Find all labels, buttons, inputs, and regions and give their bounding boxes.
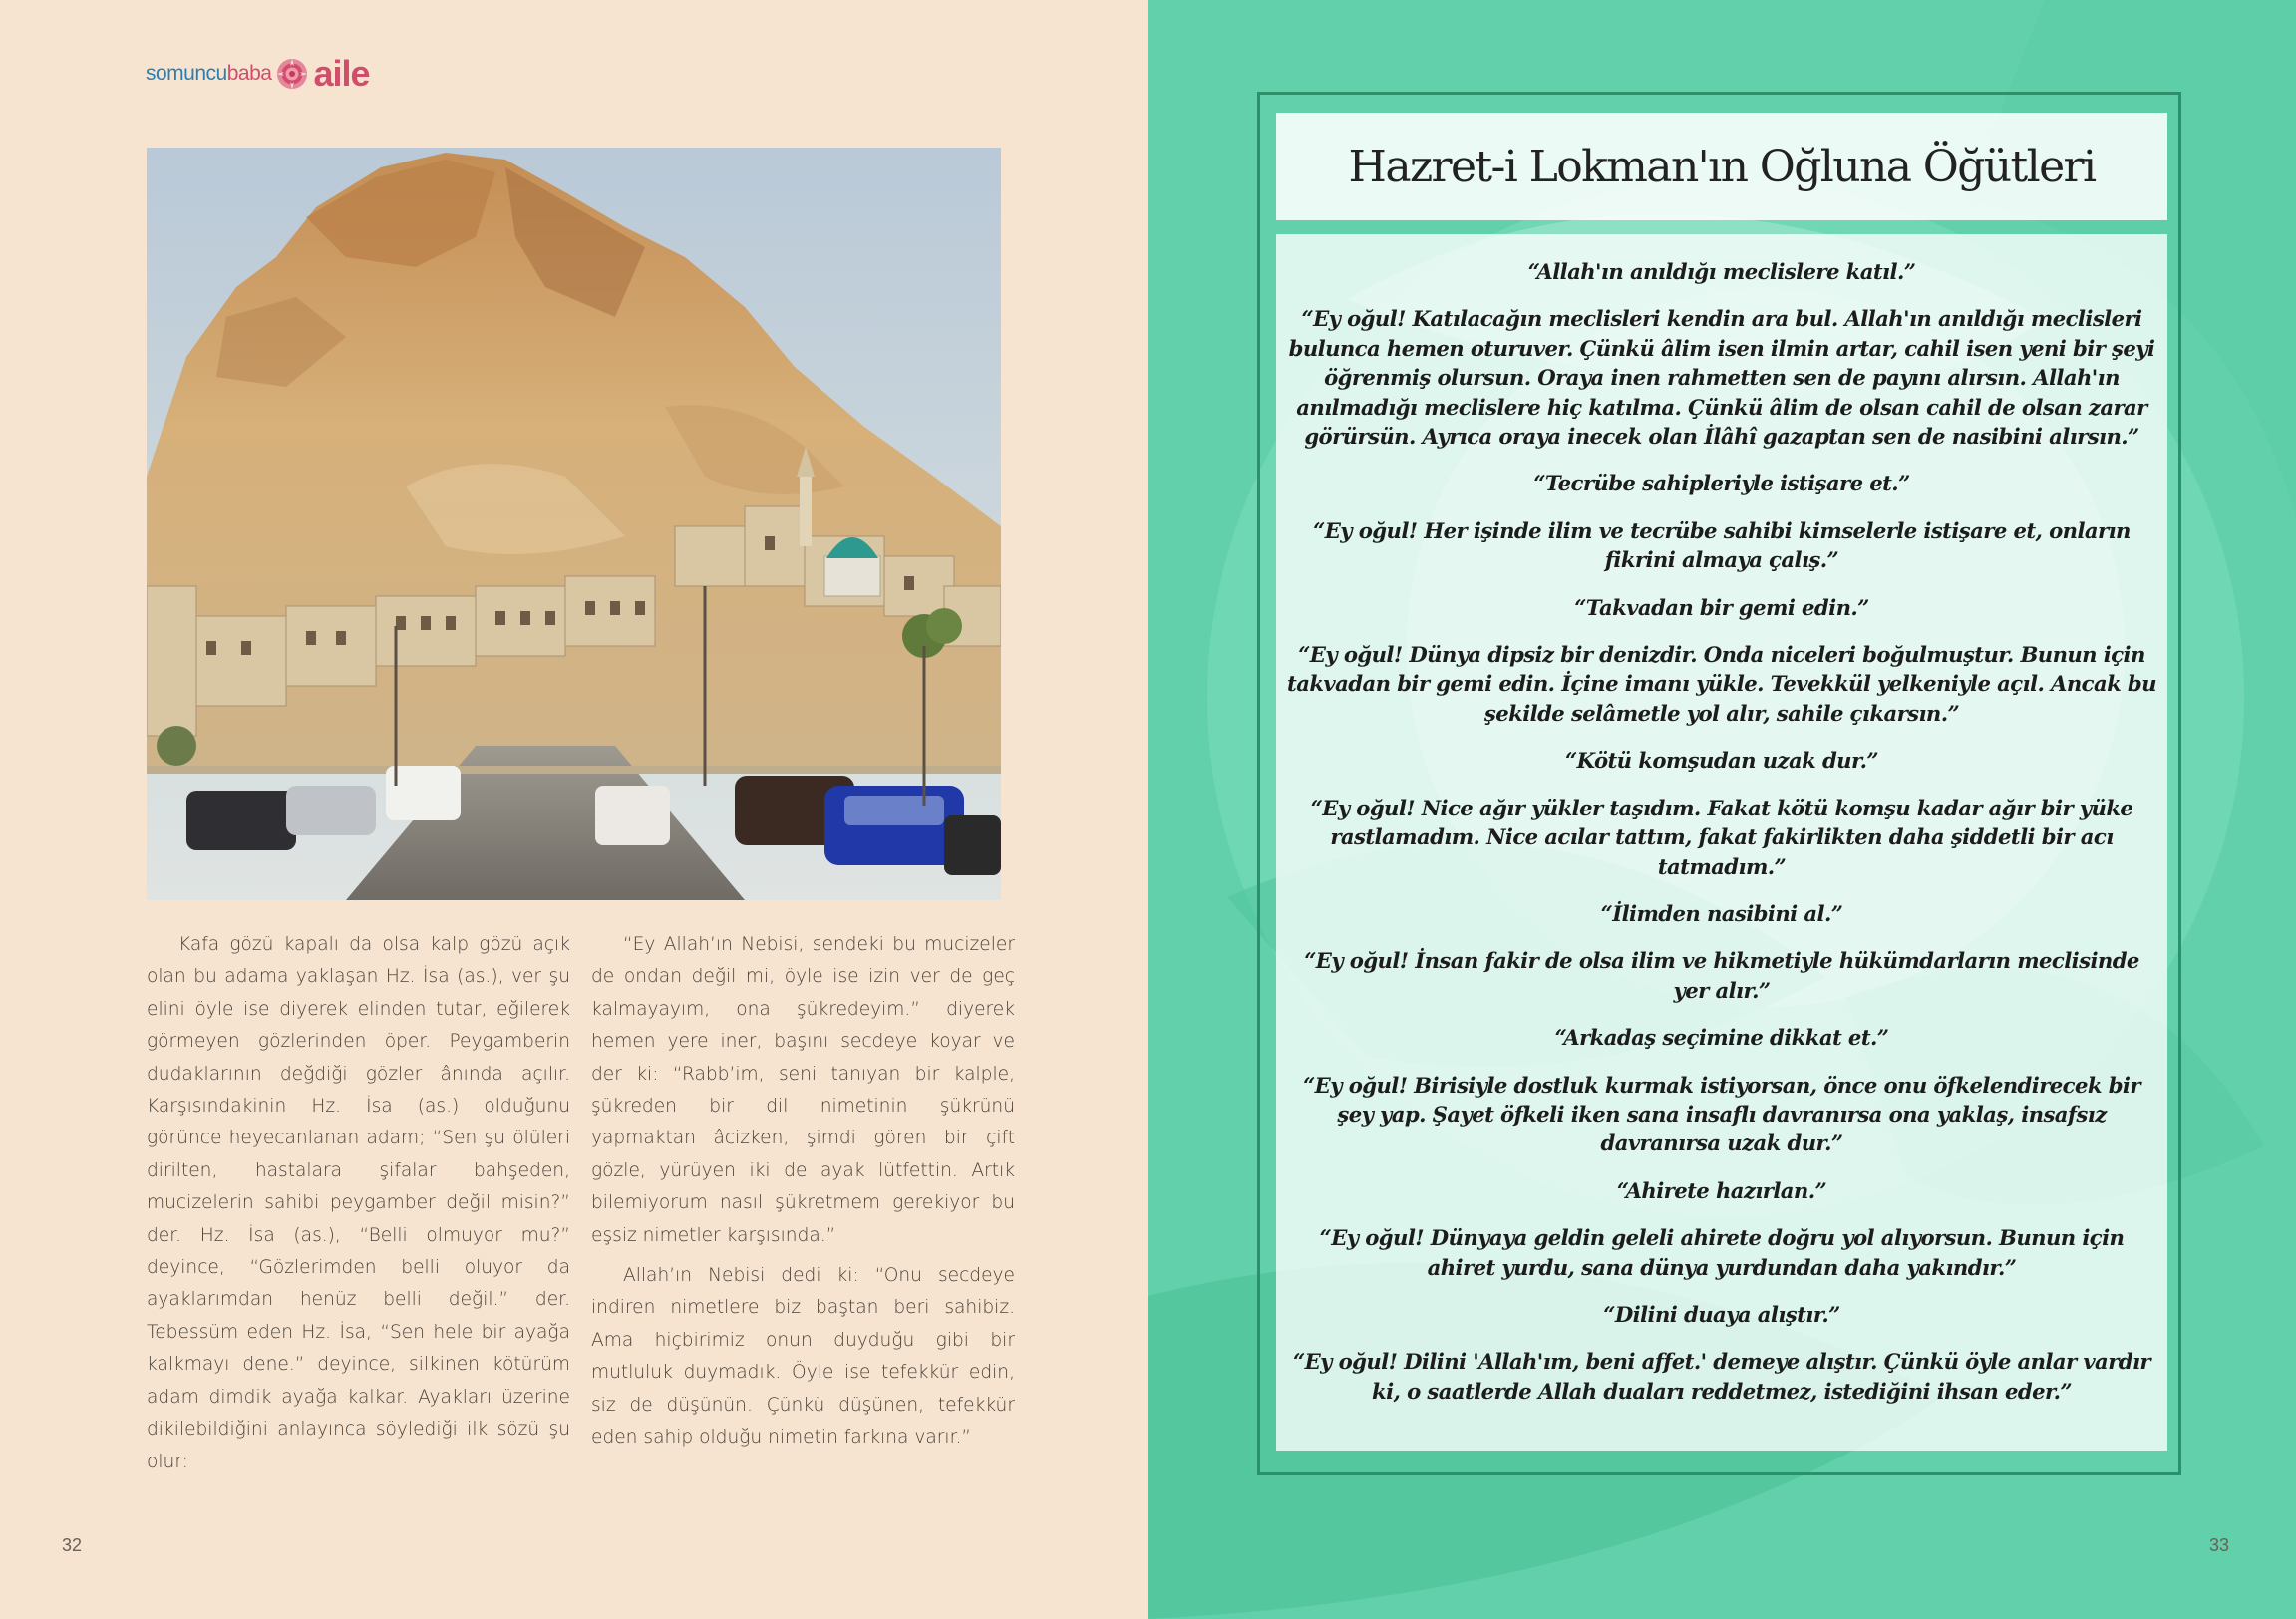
advice-body: “Ey oğul! Dünya dipsiz bir denizdir. Onda niceleri boğulmuştur. Bunun için takvadan bir gemi edin. İçine imanı yükle. Tevekkül yelkeniyle açıl. Ancak bu şekilde selâmetle yol alır, sahile çıkarsın.” xyxy=(1287,642,2156,726)
paragraph: Kafa gözü kapalı da olsa kalp gözü açık olan bu adama yaklaşan Hz. İsa (as.), ver şu elini öyle ise diyerek elinden tutar, eğilerek görmeyen gözlerinden öper. Peygamberin dudaklarının değdiği gözler ânında açılır. Karşısındakinin Hz. İsa (as.) olduğunu görünce heyecanlanan adam; “Sen şu ölüleri dirilten, hastalara şifalar bahşeden, mucizelerin sahibi peygamber değil misin?” der. Hz. İsa (as.), “Belli olmuyor mu?” deyince, “Gözlerimden belli oluyor da ayaklarımdan henüz belli değil.” der. Tebessüm eden Hz. İsa, “Sen hele bir ayağa kalkmayı dene.” deyince, silkinen kötürüm adam dimdik ayağa kalkar. Ayakları üzerine dikilebildiğini anlayınca söylediği ilk sözü şu olur: xyxy=(147,934,570,1472)
advice-heading: “Dilini duaya alıştır.” xyxy=(1603,1301,1840,1327)
advice-list xyxy=(1286,257,2157,1424)
advice-item xyxy=(1286,593,2157,729)
advice-body: “Ey oğul! Dilini 'Allah'ım, beni affet.' demeye alıştır. Çünkü öyle anlar vardır ki, o saatlerde Allah duaları reddetmez, istediğini ihsan eder.” xyxy=(1293,1349,2150,1404)
article-title: Hazret-i Lokman'ın Oğluna Öğütleri xyxy=(1348,141,2096,192)
magazine-logo xyxy=(146,54,369,94)
advice-heading: “İlimden nasibini al.” xyxy=(1600,900,1843,926)
advice-body: “Ey oğul! Dünyaya geldin geleli ahirete doğru yol alıyorsun. Bunun için ahiret yurdu, sana dünya yurdundan daha yakındır.” xyxy=(1319,1225,2125,1280)
article-column-left xyxy=(147,929,570,1486)
advice-item xyxy=(1286,746,2157,881)
rose-logo-icon xyxy=(275,57,309,91)
town-mountain-photo xyxy=(147,148,1001,900)
advice-item xyxy=(1286,1300,2157,1406)
advice-body: “Ey oğul! İnsan fakir de olsa ilim ve hikmetiyle hükümdarların meclisinde yer alır.” xyxy=(1304,948,2139,1003)
advice-item xyxy=(1286,469,2157,574)
page-number-right: 33 xyxy=(2209,1535,2230,1555)
title-box xyxy=(1276,113,2167,220)
advice-item xyxy=(1286,257,2157,451)
paragraph: “Ey Allah’ın Nebisi, sendeki bu mucizeler de ondan değil mi, öyle ise izin ver de geç kalmayayım, ona şükredeyim.” diyerek hemen yere iner, başını secdeye koyar ve der ki: “Rabb’im, seni tanıyan bir kalple, şükreden bir dil nimetinin şükrünü yapmaktan âcizken, şimdi gören bir çift gözle, yürüyen iki de ayak lütfettin. Artık bilemiyorum nasıl şükretmem gerekiyor bu eşsiz nimetler karşısında.” xyxy=(591,934,1015,1246)
advice-body: “Ey oğul! Birisiyle dostluk kurmak istiyorsan, önce onu öfkelendirecek bir şey yap. Şayet öfkeli iken sana insaflı davranırsa ona yaklaş, insafsız davranırsa uzak dur.” xyxy=(1303,1072,2140,1156)
advice-body: “Ey oğul! Her işinde ilim ve tecrübe sahibi kimselerle istişare et, onların fikrini almaya çalış.” xyxy=(1313,517,2131,573)
advice-item xyxy=(1286,899,2157,1005)
advice-heading: “Kötü komşudan uzak dur.” xyxy=(1565,748,1878,774)
advice-item xyxy=(1286,1023,2157,1158)
page-number-left: 32 xyxy=(62,1535,83,1555)
advice-heading: “Allah'ın anıldığı meclislere katıl.” xyxy=(1527,259,1916,284)
advice-body: “Ey oğul! Nice ağır yükler taşıdım. Fakat kötü komşu kadar ağır bir yüke rastlamadım. Nice acılar tattım, fakat fakirlikten daha şiddetli bir acı tatmadım.” xyxy=(1310,795,2133,879)
logo-text-aile: aile xyxy=(313,53,370,94)
article-column-right xyxy=(591,929,1015,1462)
advice-heading: “Tecrübe sahipleriyle istişare et.” xyxy=(1533,471,1910,496)
logo-text-baba: baba xyxy=(226,62,272,85)
paragraph: Allah’ın Nebisi dedi ki: “Onu secdeye indiren nimetlere biz baştan beri sahibiz. Ama hiçbirimiz onun duyduğu gibi bir mutluluk duymadık. Öyle ise tefekkür edin, siz de düşünün. Çünkü düşünen, tefekkür eden sahip olduğu nimetin farkına varır.” xyxy=(591,1265,1015,1449)
advice-heading: “Takvadan bir gemi edin.” xyxy=(1574,594,1869,620)
advice-item xyxy=(1286,1176,2157,1282)
advice-heading: “Ahirete hazırlan.” xyxy=(1616,1177,1827,1203)
advice-body: “Ey oğul! Katılacağın meclisleri kendin ara bul. Allah'ın anıldığı meclisleri bulunca hemen oturuver. Çünkü âlim isen ilmin artar, cahil isen yeni bir şeyi öğrenmiş olursun. Oraya inen rahmetten sen de payını alırsın. Allah'ın anılmadığı meclislere hiç katılma. Çünkü âlim de olsan cahil de olsan zarar görürsün. Ayrıca oraya inecek olan İlâhî gazaptan sen de nasibini alırsın.” xyxy=(1288,306,2155,450)
logo-text-somuncu: somuncu xyxy=(146,62,227,85)
advice-heading: “Arkadaş seçimine dikkat et.” xyxy=(1554,1025,1889,1051)
